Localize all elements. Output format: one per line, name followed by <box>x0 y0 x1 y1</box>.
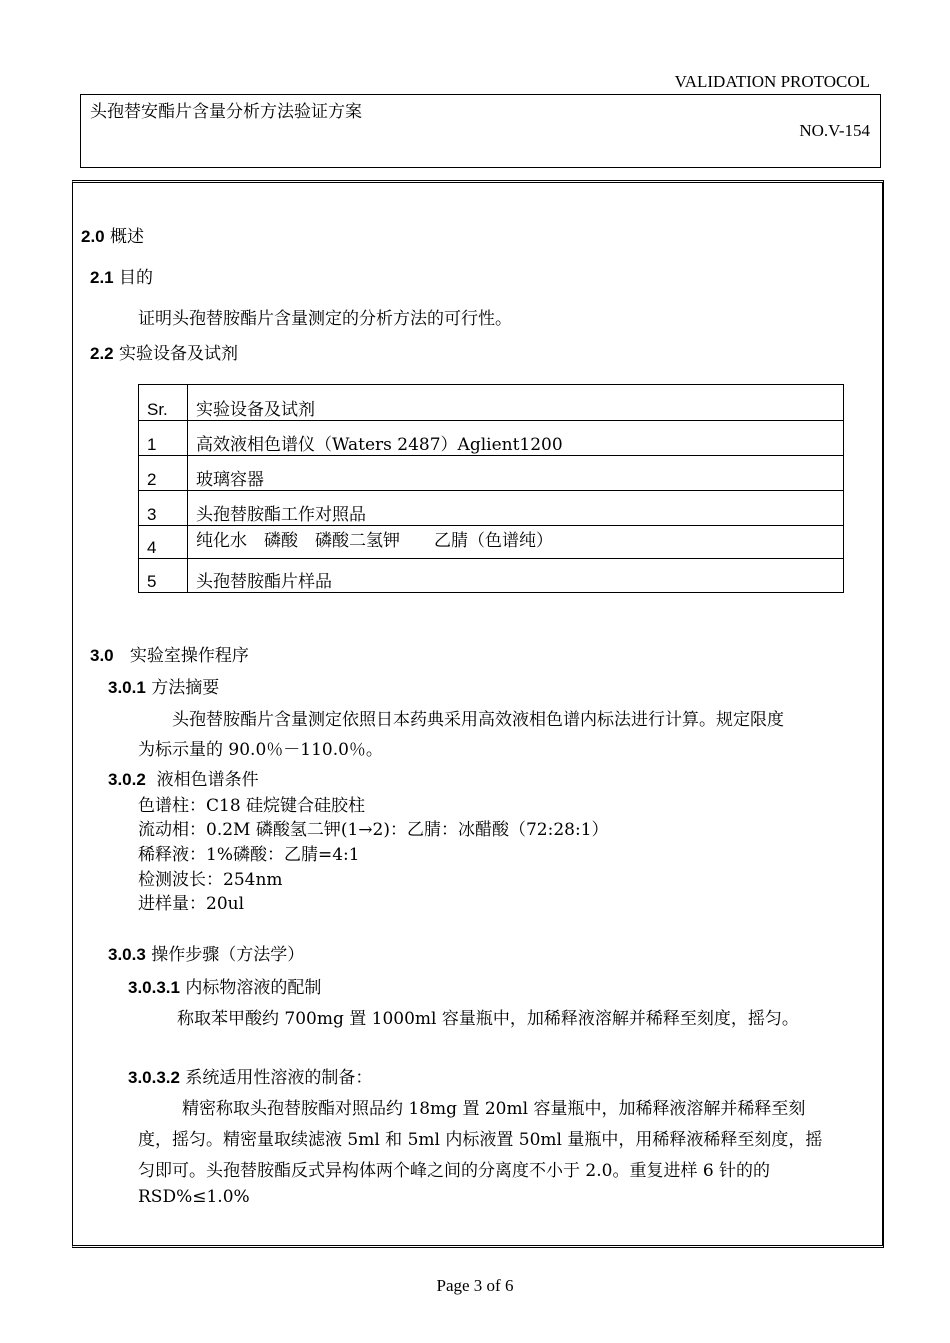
table-header-cell: 实验设备及试剂 <box>188 385 844 421</box>
table-header-row <box>139 385 844 421</box>
section-3-0-3-1-heading: 3.0.3.1 内标物溶液的配制 <box>128 978 322 998</box>
section-3-0-3-2-text-line4: RSD%≤1.0% <box>138 1187 250 1207</box>
section-2-1-heading: 2.1 目的 <box>90 268 154 288</box>
table-row <box>139 491 844 526</box>
section-3-0-heading: 3.0 实验室操作程序 <box>90 646 249 666</box>
section-3-0-3-heading: 3.0.3 操作步骤（方法学） <box>108 945 305 965</box>
section-3-0-3-2-text-line3: 匀即可。头孢替胺酯反式异构体两个峰之间的分离度不小于 2.0。重复进样 6 针的的 <box>138 1161 771 1181</box>
table-row <box>139 421 844 456</box>
table-cell: 1 <box>139 421 188 456</box>
page-number: Page 3 of 6 <box>436 1276 514 1295</box>
table-cell: 高效液相色谱仪（Waters 2487）Aglient1200 <box>188 421 844 456</box>
table-cell: 3 <box>139 491 188 526</box>
section-3-0-1-text-line2: 为标示量的 90.0％－110.0％。 <box>138 740 383 760</box>
section-3-0-3-2-text-line1: 精密称取头孢替胺酯对照品约 18mg 置 20ml 容量瓶中，加稀释液溶解并稀释至刻 <box>182 1099 806 1119</box>
wavelength-condition: 检测波长：254nm <box>138 870 283 890</box>
column-condition: 色谱柱：C18 硅烷键合硅胶柱 <box>138 796 366 816</box>
table-cell: 4 <box>139 526 188 559</box>
section-3-0-1-heading: 3.0.1 方法摘要 <box>108 678 220 698</box>
table-row <box>139 456 844 491</box>
section-3-0-3-1-text: 称取苯甲酸约 700mg 置 1000ml 容量瓶中，加稀释液溶解并稀释至刻度，摇匀。 <box>177 1009 799 1029</box>
equipment-table <box>138 384 844 593</box>
section-3-0-1-text-line1: 头孢替胺酯片含量测定依照日本药典采用高效液相色谱内标法进行计算。规定限度 <box>172 710 784 730</box>
section-3-0-3-2-text-line2: 度，摇匀。精密量取续滤液 5ml 和 5ml 内标液置 50ml 量瓶中，用稀释液稀释至刻度，摇 <box>138 1130 823 1150</box>
table-row <box>139 559 844 593</box>
diluent-condition: 稀释液：1%磷酸：乙腈=4:1 <box>138 845 360 865</box>
section-3-0-2-heading: 3.0.2 液相色谱条件 <box>108 770 259 790</box>
mobile-phase-condition: 流动相：0.2M 磷酸氢二钾(1→2)：乙腈：冰醋酸（72:28:1） <box>138 820 609 840</box>
table-cell: 头孢替胺酯片样品 <box>188 559 844 593</box>
section-2-1-text: 证明头孢替胺酯片含量测定的分析方法的可行性。 <box>138 309 512 329</box>
injection-condition: 进样量：20ul <box>138 894 245 914</box>
table-cell: 玻璃容器 <box>188 456 844 491</box>
table-row <box>139 526 844 559</box>
document-number: NO.V-154 <box>799 121 870 140</box>
table-cell: 纯化水 磷酸 磷酸二氢钾 乙腈（色谱纯） <box>188 526 844 559</box>
protocol-title: VALIDATION PROTOCOL <box>674 72 870 91</box>
table-header-cell: Sr. <box>139 385 188 421</box>
table-cell: 5 <box>139 559 188 593</box>
section-2-2-heading: 2.2 实验设备及试剂 <box>90 344 239 364</box>
document-name: 头孢替安酯片含量分析方法验证方案 <box>90 102 362 122</box>
section-2-0-heading: 2.0 概述 <box>81 227 145 247</box>
table-cell: 头孢替胺酯工作对照品 <box>188 491 844 526</box>
table-cell: 2 <box>139 456 188 491</box>
section-3-0-3-2-heading: 3.0.3.2 系统适用性溶液的制备： <box>128 1068 373 1088</box>
